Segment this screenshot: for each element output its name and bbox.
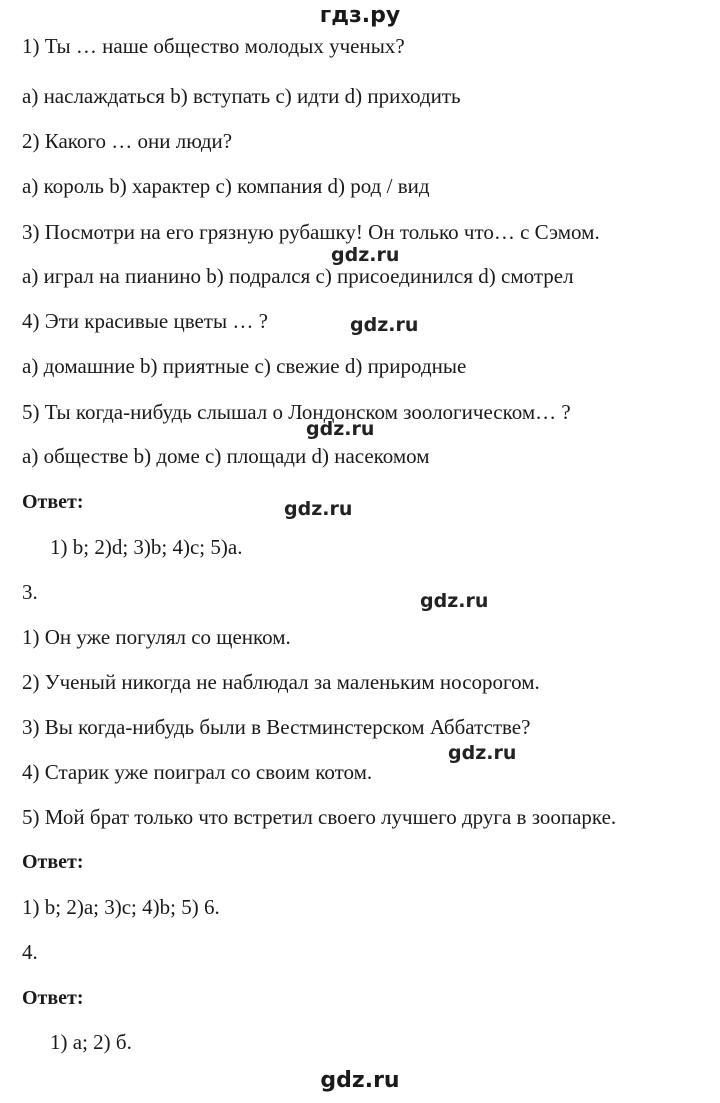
question-2-options: а) король b) характер c) компания d) род / вид [22, 174, 430, 198]
watermark: gdz.ru [331, 244, 400, 266]
question-1: 1) Ты … наше общество молодых ученых? [22, 34, 405, 58]
watermark: gdz.ru [350, 314, 419, 336]
answer-text-3: 1) а; 2) б. [50, 1030, 132, 1054]
sentence-3: 3) Вы когда-нибудь были в Вестминстерском Аббатстве? [22, 715, 531, 739]
watermark: gdz.ru [306, 418, 375, 440]
question-4-options: а) домашние b) приятные c) свежие d) природные [22, 354, 467, 378]
question-2: 2) Какого … они люди? [22, 129, 233, 153]
exercise-4-number: 4. [22, 940, 38, 964]
exercise-3-number: 3. [22, 580, 38, 604]
site-footer: gdz.ru [320, 1068, 400, 1093]
answer-text-1: 1) b; 2)d; 3)b; 4)c; 5)a. [50, 535, 243, 559]
question-5-options: а) обществе b) доме c) площади d) насекомом [22, 444, 430, 468]
sentence-4: 4) Старик уже поиграл со своим котом. [22, 760, 373, 784]
watermark: gdz.ru [448, 742, 517, 764]
question-3-options: а) играл на пианино b) подрался c) присоединился d) смотрел [22, 264, 574, 288]
sentence-1: 1) Он уже погулял со щенком. [22, 625, 291, 649]
site-header: гдз.ру [319, 3, 401, 28]
answer-heading-2: Ответ: [22, 851, 84, 873]
question-3: 3) Посмотри на его грязную рубашку! Он только что… с Сэмом. [22, 220, 600, 244]
question-5: 5) Ты когда-нибудь слышал о Лондонском зоологическом… ? [22, 400, 571, 424]
answer-text-2: 1) b; 2)a; 3)c; 4)b; 5) 6. [22, 895, 220, 919]
question-1-options: а) наслаждаться b) вступать c) идти d) приходить [22, 84, 461, 108]
answer-heading-3: Ответ: [22, 987, 84, 1009]
answer-heading-1: Ответ: [22, 491, 84, 513]
sentence-5: 5) Мой брат только что встретил своего лучшего друга в зоопарке. [22, 805, 617, 829]
question-4: 4) Эти красивые цветы … ? [22, 309, 268, 333]
watermark: gdz.ru [420, 590, 489, 612]
watermark: gdz.ru [284, 498, 353, 520]
sentence-2: 2) Ученый никогда не наблюдал за маленьким носорогом. [22, 670, 540, 694]
